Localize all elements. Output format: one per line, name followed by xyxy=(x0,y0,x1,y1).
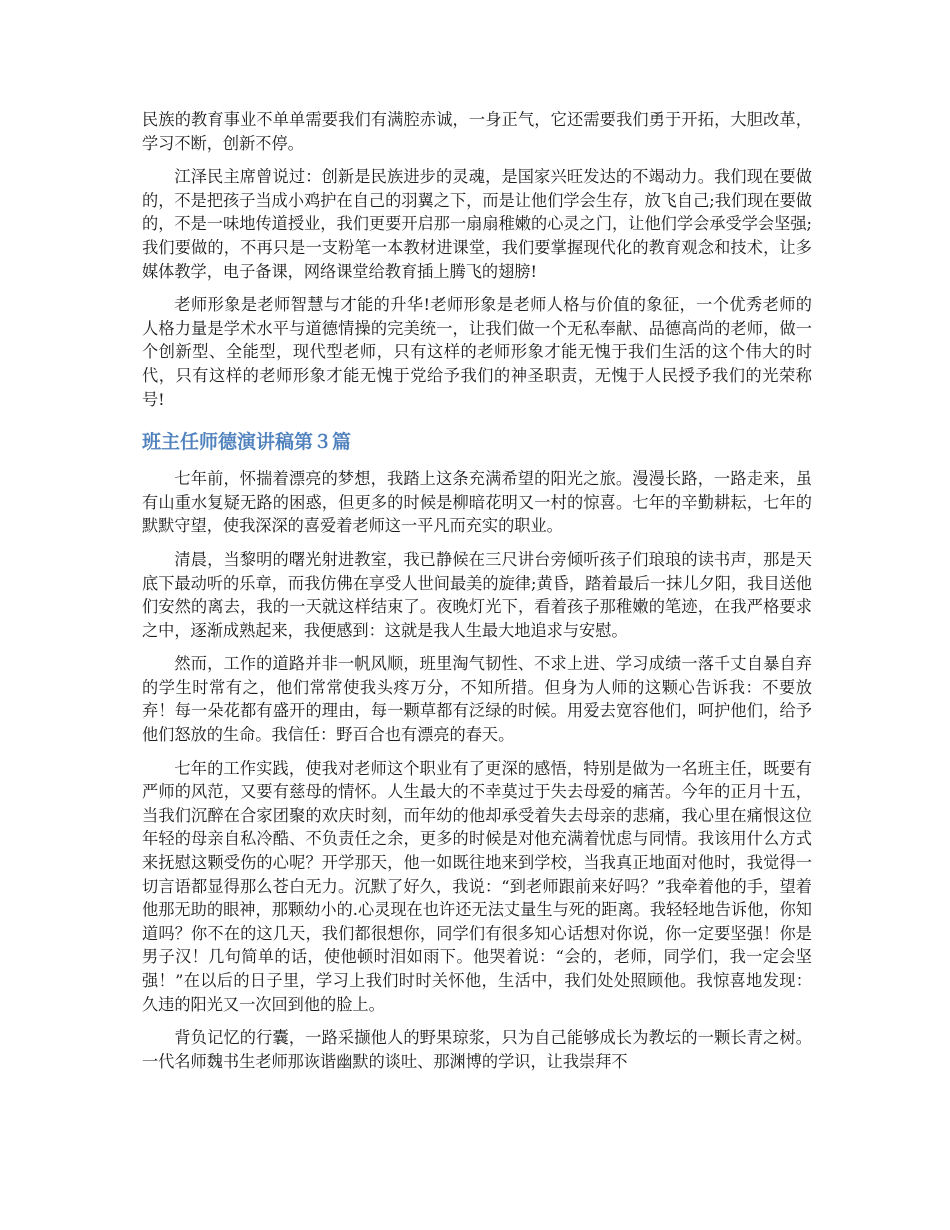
paragraph: 七年的工作实践，使我对老师这个职业有了更深的感悟，特别是做为一名班主任，既要有严师的风范，又要有慈母的情怀。人生最大的不幸莫过于失去母爱的痛苦。今年的正月十五，当我们沉醉在合家团聚的欢庆时刻，而年幼的他却承受着失去母亲的悲痛，我心里在痛恨这位年轻的母亲自私冷酷、不负责任之余，更多的时候是对他充满着忧虑与同情。我该用什么方式来抚慰这颗受伤的心呢？开学那天，他一如既往地来到学校，当我真正地面对他时，我觉得一切言语都显得那么苍白无力。沉默了好久，我说：“到老师跟前来好吗？”我牵着他的手，望着他那无助的眼神，那颗幼小的.心灵现在也许还无法丈量生与死的距离。我轻轻地告诉他，你知道吗？你不在的这几天，我们都很想你，同学们有很多知心话想对你说，你一定要坚强！你是男子汉！几句简单的话，使他顿时泪如雨下。他哭着说：“会的，老师，同学们，我一定会坚强！”在以后的日子里，学习上我们时时关怀他，生活中，我们处处照顾他。我惊喜地发现：久违的阳光又一次回到他的脸上。 xyxy=(142,758,812,1014)
paragraph: 清晨，当黎明的曙光射进教室，我已静候在三尺讲台旁倾听孩子们琅琅的读书声，那是天底下最动听的乐章，而我仿佛在享受人世间最美的旋律;黄昏，踏着最后一抹儿夕阳，我目送他们安然的离去，我的一天就这样结束了。夜晚灯光下，看着孩子那稚嫩的笔迹，在我严格要求之中，逐渐成熟起来，我便感到：这就是我人生最大地追求与安慰。 xyxy=(142,549,812,640)
paragraph: 然而，工作的道路并非一帆风顺，班里淘气韧性、不求上进、学习成绩一落千丈自暴自弃的学生时常有之，他们常常使我头疼万分，不知所措。但身为人师的这颗心告诉我：不要放弃！每一朵花都有盛开的理由，每一颗草都有泛绿的时候。用爱去宽容他们，呵护他们，给予他们怒放的生命。我信任：野百合也有漂亮的春天。 xyxy=(142,654,812,745)
paragraph: 江泽民主席曾说过：创新是民族进步的灵魂，是国家兴旺发达的不竭动力。我们现在要做的，不是把孩子当成小鸡护在自己的羽翼之下，而是让他们学会生存，放飞自己;我们现在要做的，不是一味地传道授业，我们更要开启那一扇扇稚嫩的心灵之门，让他们学会承受学会坚强;我们要做的，不再只是一支粉笔一本教材进课堂，我们要掌握现代化的教育观念和技术，让多媒体教学，电子备课，网络课堂给教育插上腾飞的翅膀! xyxy=(142,167,812,281)
paragraph: 背负记忆的行囊，一路采撷他人的野果琼浆，只为自己能够成长为教坛的一颗长青之树。一代名师魏书生老师那诙谐幽默的谈吐、那渊博的学识，让我崇拜不 xyxy=(142,1028,812,1071)
paragraph: 民族的教育事业不单单需要我们有满腔赤诚，一身正气，它还需要我们勇于开拓，大胆改革，学习不断，创新不停。 xyxy=(142,110,812,153)
paragraph: 老师形象是老师智慧与才能的升华!老师形象是老师人格与价值的象征，一个优秀老师的人格力量是学术水平与道德情操的完美统一，让我们做一个无私奉献、品德高尚的老师，做一个创新型、全能型，现代型老师，只有这样的老师形象才能无愧于我们生活的这个伟大的时代，只有这样的老师形象才能无愧于党给予我们的神圣职责，无愧于人民授予我们的光荣称号! xyxy=(142,295,812,409)
section-heading: 班主任师德演讲稿第３篇 xyxy=(142,431,352,454)
paragraph: 七年前，怀揣着漂亮的梦想，我踏上这条充满希望的阳光之旅。漫漫长路，一路走来，虽有山重水复疑无路的困惑，但更多的时候是柳暗花明又一村的惊喜。七年的辛勤耕耘，七年的默默守望，使我深深的喜爱着老师这一平凡而充实的职业。 xyxy=(142,469,812,536)
document-page xyxy=(142,108,812,1083)
